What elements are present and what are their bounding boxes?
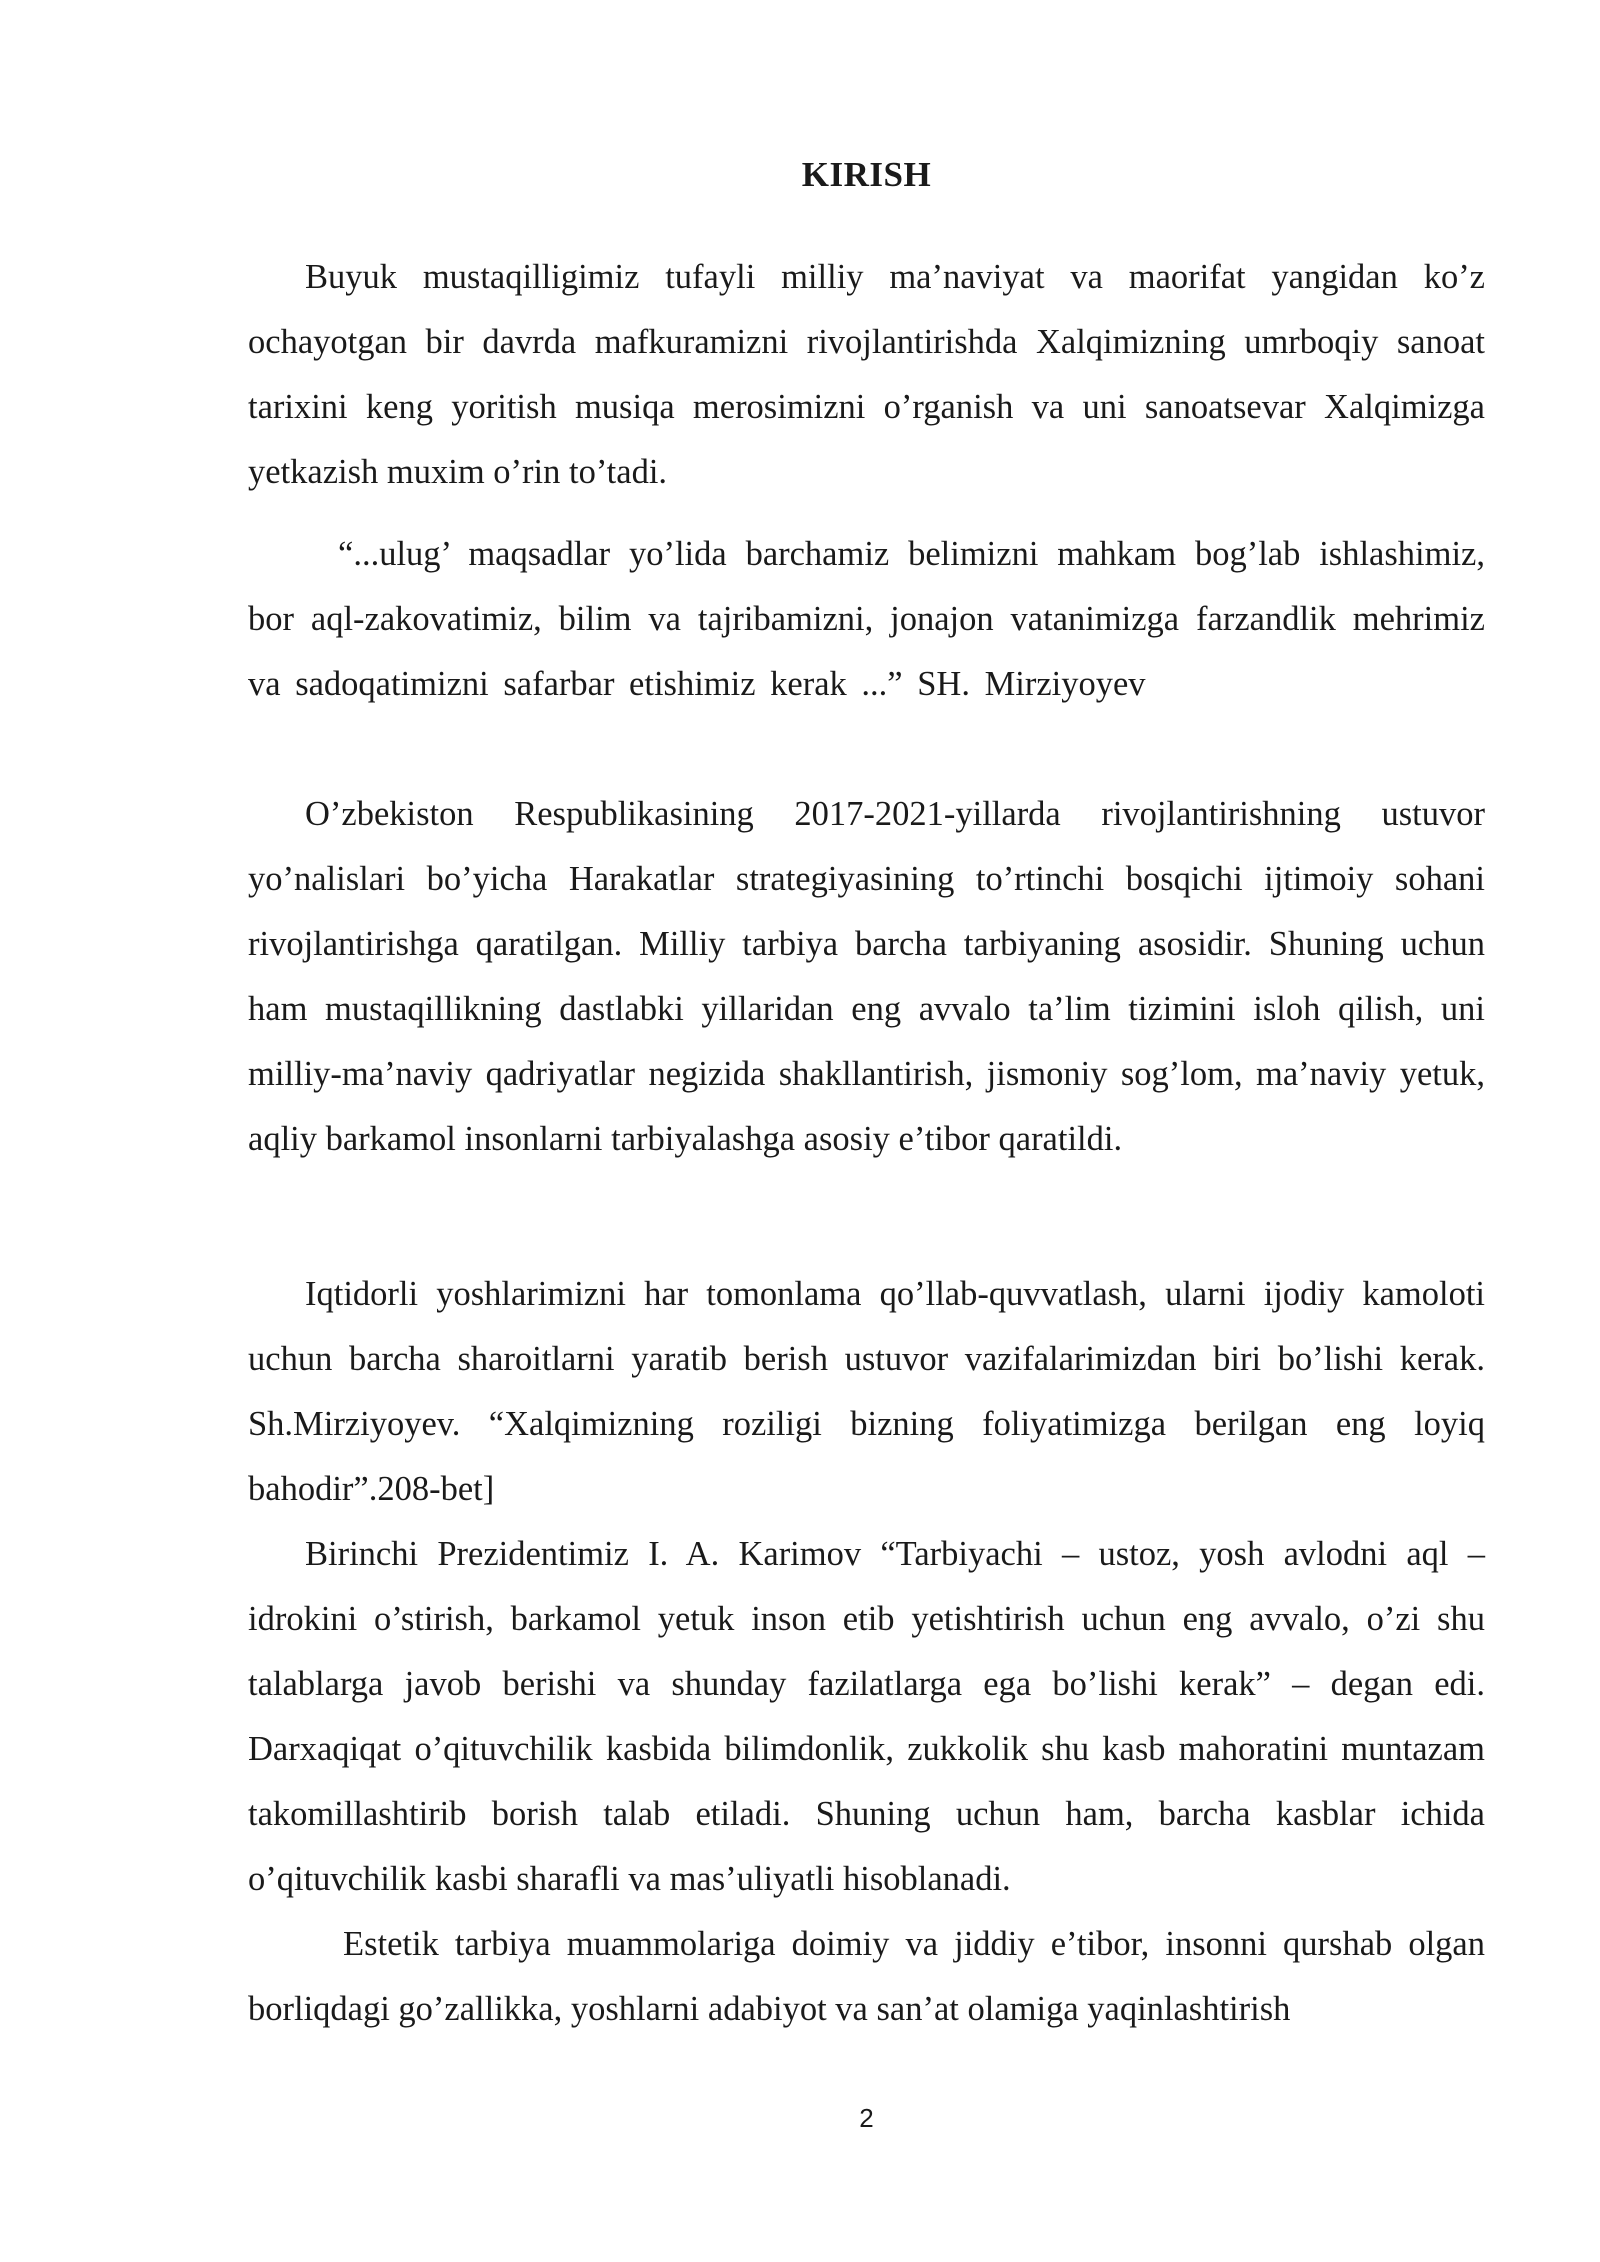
paragraph-aesthetic: Estetik tarbiya muammolariga doimiy va jiddiy e’tibor, insonni qurshab olgan borliqdagi go’zallikka, yoshlarni adabiyot va san’at olamiga yaqinlashtirish [248, 1925, 1485, 2028]
paragraph-president: Birinchi Prezidentimiz I. A. Karimov “Tarbiyachi – ustoz, yosh avlodni aql – idrokini o’stirish, barkamol yetuk inson etib yetishtirish uchun eng avvalo, o’zi shu talablarga javob berishi va shunday fazilatlarga ega bo’lishi kerak” – degan edi. Darxaqiqat o’qituvchilik kasbida bilimdonlik, zukkolik shu kasb mahoratini muntazam takomillashtirib borish talab etiladi. Shuning uchun ham, barcha kasblar ichida o’qituvchilik kasbi sharafli va mas’uliyatli hisoblanadi. [248, 1535, 1485, 1898]
paragraph-strategy: O’zbekiston Respublikasining 2017-2021-yillarda rivojlantirishning ustuvor yo’nalislari bo’yicha Harakatlar strategiyasining to’rtinchi bosqichi ijtimoiy sohani rivojlantirishga qaratilgan. Milliy tarbiya barcha tarbiyaning asosidir. Shuning uchun ham mustaqillikning dastlabki yillaridan eng avvalo ta’lim tizimini isloh qilish, uni milliy-ma’naviy qadriyatlar negizida shakllantirish, jismoniy sog’lom, ma’naviy yetuk, aqliy barkamol insonlarni tarbiyalashga asosiy e’tibor qaratildi. [248, 795, 1485, 1158]
paragraph-intro: Buyuk mustaqilligimiz tufayli milliy ma’naviyat va maorifat yangidan ko’z ochayotgan bir davrda mafkuramizni rivojlantirishda Xalqimizning umrboqiy sanoat tarixini keng yoritish musiqa merosimizni o’rganish va uni sanoatsevar Xalqimizga yetkazish muxim o’rin to’tadi. [248, 258, 1485, 491]
paragraph-quote: “...ulug’ maqsadlar yo’lida barchamiz belimizni mahkam bog’lab ishlashimiz, bor aql-zakovatimiz, bilim va tajribamizni, jonajon vatanimizga farzandlik mehrimiz va sadoqatimizni safarbar etishimiz kerak ...” SH. Mirziyoyev [248, 535, 1485, 703]
page-number: 2 [859, 2103, 874, 2133]
page-title: KIRISH [801, 155, 932, 194]
paragraph-youth: Iqtidorli yoshlarimizni har tomonlama qo’llab-quvvatlash, ularni ijodiy kamoloti uchun barcha sharoitlarni yaratib berish ustuvor vazifalarimizdan biri bo’lishi kerak. Sh.Mirziyoyev. “Xalqimizning roziligi bizning foliyatimizga berilgan eng loyiq bahodir”.208-bet] [248, 1275, 1485, 1508]
